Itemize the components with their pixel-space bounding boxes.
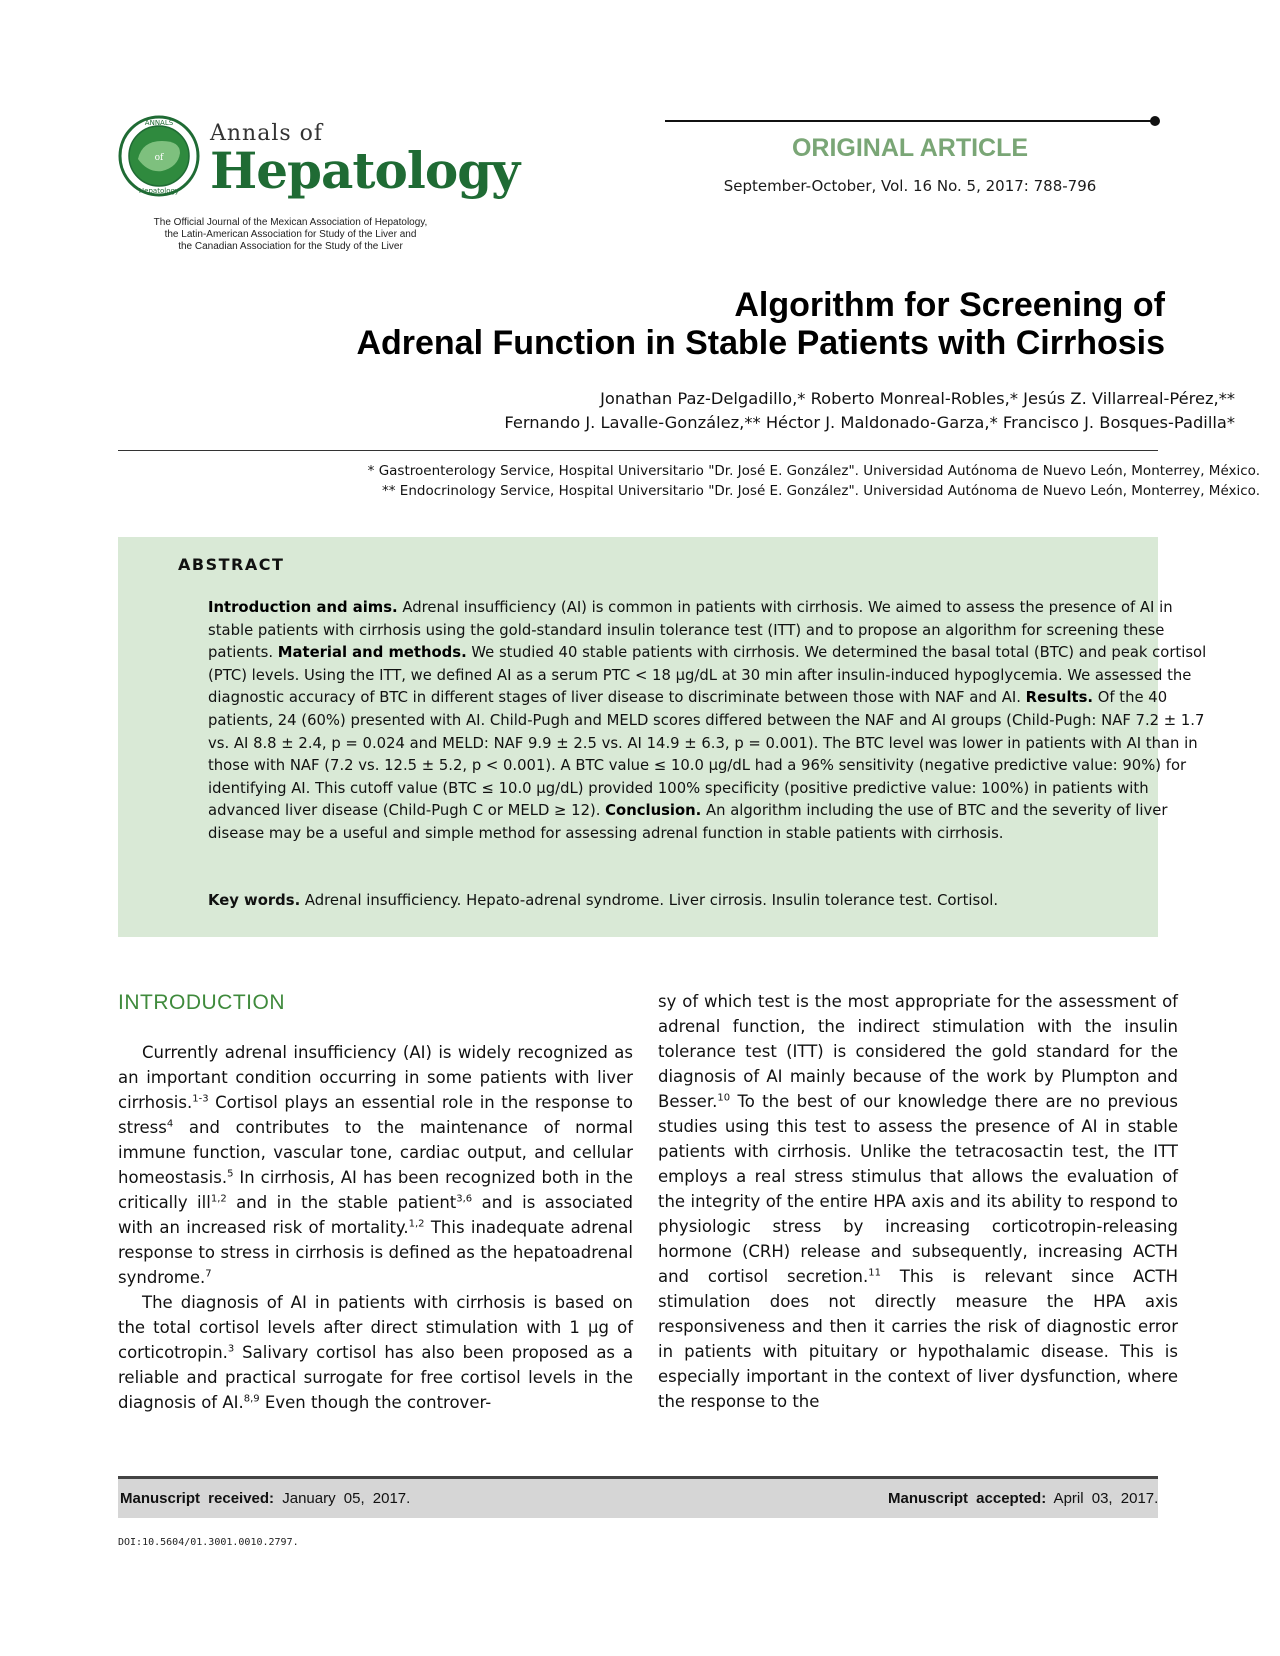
received-label: Manuscript received: [120,1490,275,1507]
article-type: ORIGINAL ARTICLE [791,134,1029,162]
journal-tagline [118,217,463,253]
tagline-line: the Canadian Association for the Study of the Liver [178,241,403,252]
keywords [208,892,1168,909]
citation-ref: 1,2 [210,1193,227,1205]
abstract-methods-text: We studied 40 stable patients with cirrhosis. We determined the basal total (BTC) and peak cortisol (PTC) levels. Using the ITT, we defined AI as a serum PTC < 18 µg/dL at 30 min after insulin-induced hypoglycemia. We assessed the diagnostic accuracy of BTC in different stages of liver disease to discriminate between those with NAF and AI. [208,644,1207,707]
authors-line: Jonathan Paz-Delgadillo,* Roberto Monreal-Robles,* Jesús Z. Villarreal-Pérez,** [600,389,1235,408]
seal-text-bottom: Hepatology [138,187,180,195]
abstract-body [208,597,1208,846]
intro-paragraph [118,1290,633,1415]
text-run: and contributes to the maintenance of normal immune function, vascular tone, cardiac output, and cellular homeostasis. [118,1118,633,1187]
accepted-label: Manuscript accepted: [888,1490,1047,1507]
body-column-left [118,1040,633,1415]
intro-paragraph [118,1040,633,1290]
citation-ref: 7 [205,1268,212,1280]
abstract-results-label: Results. [1025,689,1094,707]
abstract-heading: ABSTRACT [178,555,285,574]
abstract-conclusion-label: Conclusion. [605,802,702,820]
introduction-heading: INTRODUCTION [118,991,285,1014]
abstract-conclusion-text: An algorithm including the use of BTC and the severity of liver disease may be a useful and simple method for assessing adrenal function in stable patients with cirrhosis. [208,802,1168,842]
keywords-text: Adrenal insufficiency. Hepato-adrenal syndrome. Liver cirrosis. Insulin tolerance test. Cortisol. [300,892,999,909]
affiliation-endo: ** Endocrinology Service, Hospital Universitario "Dr. José E. González". Universidad Autónoma de Nuevo León, Monterrey, México. [382,483,1260,499]
text-run: sy of which test is the most appropriate for the assessment of adrenal function, the indirect stimulation with the insulin tolerance test (ITT) is considered the gold standard for the diagnosis of AI mainly because of the work by Plumpton and Besser. [658,992,1178,1111]
text-run: Currently adrenal insufficiency (AI) is widely recognized as an important condition occurring in some patients with liver cirrhosis. [118,1043,633,1112]
manuscript-received [120,1490,410,1507]
header-rule-dot [1150,116,1160,126]
received-date: January 05, 2017. [274,1490,411,1507]
issue-citation: September-October, Vol. 16 No. 5, 2017: 788-796 [723,177,1097,195]
authors-divider [118,450,1158,451]
logo-journal-name: Hepatology [210,141,520,200]
accepted-date: April 03, 2017. [1046,1490,1159,1507]
citation-ref: 4 [166,1118,174,1130]
body-column-right [658,989,1178,1414]
text-run: The diagnosis of AI in patients with cirrhosis is based on the total cortisol levels after direct stimulation with 1 µg of corticotropin. [118,1293,633,1362]
logo-annals-text: Annals of [210,121,324,146]
manuscript-accepted [888,1490,1158,1507]
text-run: In cirrhosis, AI has been recognized both in the critically ill [118,1168,633,1212]
text-run: To the best of our knowledge there are no previous studies using this test to assess the presence of AI in stable patients with cirrhosis. Unlike the tetracosactin test, the ITT employs a real stress stimulus that allows the evaluation of the integrity of the entire HPA axis and its ability to respond to physiologic stress by increasing corticotropin-releasing hormone (CRH) release and subsequently, increasing ACTH and cortisol secretion. [658,1092,1178,1286]
journal-logo [118,115,520,255]
authors-line: Fernando J. Lavalle-González,** Héctor J. Maldonado-Garza,* Francisco J. Bosques-Padilla* [504,413,1235,432]
affiliations [230,461,1260,501]
title-line: Adrenal Function in Stable Patients with Cirrhosis [356,324,1165,362]
text-run: and in the stable patient [226,1193,457,1212]
affiliation-gastro: * Gastroenterology Service, Hospital Universitario "Dr. José E. González". Universidad Autónoma de Nuevo León, Monterrey, México. [367,463,1260,479]
header-rule [665,120,1155,122]
journal-seal-icon [118,115,200,197]
article-title [200,286,1165,362]
abstract-intro-label: Introduction and aims. [208,599,398,616]
citation-ref: 1,2 [408,1218,425,1230]
tagline-line: the Latin-American Association for Study of the Liver and [164,229,417,240]
seal-text-top: ANNALS [144,119,174,127]
citation-ref: 1-3 [192,1093,209,1105]
doi: DOI:10.5604/01.3001.0010.2797. [118,1537,299,1548]
intro-paragraph [658,989,1178,1414]
citation-ref: 8,9 [243,1393,260,1405]
keywords-label: Key words. [208,892,301,909]
text-run: Salivary cortisol has also been proposed as a reliable and practical surrogate for free cortisol levels in the diagnosis of AI. [118,1343,633,1412]
seal-text-mid: of [154,153,164,163]
abstract-intro-text: Adrenal insufficiency (AI) is common in patients with cirrhosis. We aimed to assess the presence of AI in stable patients with cirrhosis using the gold-standard insulin tolerance test (ITT) and to propose an algorithm for screening these patients. [208,599,1173,662]
text-run: and is associated with an increased risk of mortality. [118,1193,634,1237]
abstract-methods-label: Material and methods. [277,644,467,662]
text-run: Cortisol plays an essential role in the response to stress [118,1093,633,1137]
tagline-line: The Official Journal of the Mexican Association of Hepatology, [153,217,428,228]
citation-ref: 3 [227,1343,235,1355]
text-run: This inadequate adrenal response to stress in cirrhosis is defined as the hepatoadrenal syndrome. [118,1218,633,1287]
citation-ref: 5 [227,1168,234,1180]
abstract-results-text: Of the 40 patients, 24 (60%) presented with AI. Child-Pugh and MELD scores differed between the NAF and AI groups (Child-Pugh: NAF 7.2 ± 1.7 vs. AI 8.8 ± 2.4, p = 0.024 and MELD: NAF 9.9 ± 2.5 vs. AI 14.9 ± 6.3, p = 0.001). The BTC level was lower in patients with AI than in those with NAF (7.2 vs. 12.5 ± 5.2, p < 0.001). A BTC value ≤ 10.0 µg/dL had a 96% sensitivity (negative predictive value: 90%) for identifying AI. This cutoff value (BTC ≤ 10.0 µg/dL) provided 100% specificity (positive predictive value: 100%) in patients with advanced liver disease (Child-Pugh C or MELD ≥ 12). [208,689,1205,820]
author-list [300,387,1235,435]
text-run: Even though the controver- [259,1393,492,1412]
citation-ref: 11 [868,1267,881,1279]
citation-ref: 10 [717,1092,731,1104]
text-run: This is relevant since ACTH stimulation does not directly measure the HPA axis responsiveness and then it carries the risk of diagnostic error in patients with pituitary or hypothalamic disease. This is especially important in the context of liver dysfunction, where the response to the [658,1267,1178,1411]
title-line: Algorithm for Screening of [734,286,1165,324]
citation-ref: 3,6 [456,1193,473,1205]
